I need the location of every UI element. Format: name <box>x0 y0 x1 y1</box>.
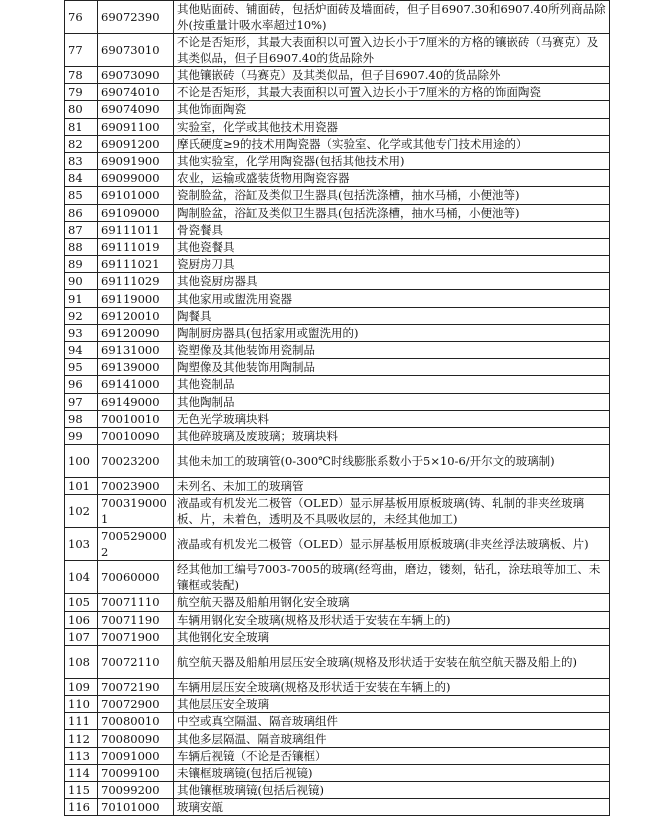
table-row <box>65 170 610 187</box>
row-number: 110 <box>65 696 98 713</box>
table-row <box>65 135 610 152</box>
item-description: 中空或真空隔温、隔音玻璃组件 <box>174 713 610 730</box>
table-row <box>65 730 610 747</box>
item-description: 陶制脸盆，浴缸及类似卫生器具(包括洗涤槽，抽水马桶，小便池等) <box>174 204 610 221</box>
table-row <box>65 478 610 495</box>
row-number: 77 <box>65 34 98 67</box>
hs-code: 69141000 <box>98 376 174 393</box>
table-row <box>65 152 610 169</box>
row-number: 95 <box>65 359 98 376</box>
table-row <box>65 187 610 204</box>
row-number: 92 <box>65 307 98 324</box>
hs-code: 70071190 <box>98 611 174 628</box>
table-row <box>65 307 610 324</box>
row-number: 93 <box>65 324 98 341</box>
hs-code: 69149000 <box>98 393 174 410</box>
table-row <box>65 34 610 67</box>
row-number: 101 <box>65 478 98 495</box>
row-number: 84 <box>65 170 98 187</box>
table-row <box>65 495 610 528</box>
hs-code: 70071110 <box>98 594 174 611</box>
hs-code: 70071900 <box>98 628 174 645</box>
table-row <box>65 799 610 816</box>
hs-code: 69091100 <box>98 118 174 135</box>
tariff-table <box>64 0 610 816</box>
hs-code: 70072110 <box>98 645 174 678</box>
hs-code: 69120010 <box>98 307 174 324</box>
hs-code: 69091900 <box>98 152 174 169</box>
row-number: 94 <box>65 342 98 359</box>
row-number: 80 <box>65 101 98 118</box>
hs-code: 70091000 <box>98 747 174 764</box>
hs-code: 69111019 <box>98 238 174 255</box>
table-row <box>65 67 610 84</box>
table-row <box>65 410 610 427</box>
item-description: 未列名、未加工的玻璃管 <box>174 478 610 495</box>
row-number: 98 <box>65 410 98 427</box>
hs-code: 69099000 <box>98 170 174 187</box>
table-row <box>65 764 610 781</box>
item-description: 其他饰面陶瓷 <box>174 101 610 118</box>
item-description: 瓷制脸盆，浴缸及类似卫生器具(包括洗涤槽，抽水马桶，小便池等) <box>174 187 610 204</box>
table-row <box>65 528 610 561</box>
row-number: 81 <box>65 118 98 135</box>
table-row <box>65 611 610 628</box>
table-row <box>65 324 610 341</box>
item-description: 其他瓷厨房器具 <box>174 273 610 290</box>
row-number: 107 <box>65 628 98 645</box>
item-description: 其他家用或盥洗用瓷器 <box>174 290 610 307</box>
row-number: 115 <box>65 782 98 799</box>
hs-code: 69074090 <box>98 101 174 118</box>
item-description: 液晶或有机发光二极管（OLED）显示屏基板用原板玻璃(非夹丝浮法玻璃板、片) <box>174 528 610 561</box>
row-number: 113 <box>65 747 98 764</box>
table-row <box>65 376 610 393</box>
hs-code: 69131000 <box>98 342 174 359</box>
row-number: 116 <box>65 799 98 816</box>
table-row <box>65 204 610 221</box>
table-row <box>65 561 610 594</box>
table-row <box>65 101 610 118</box>
row-number: 76 <box>65 1 98 34</box>
row-number: 114 <box>65 764 98 781</box>
hs-code: 7003190001 <box>98 495 174 528</box>
item-description: 骨瓷餐具 <box>174 221 610 238</box>
row-number: 105 <box>65 594 98 611</box>
hs-code: 7005290002 <box>98 528 174 561</box>
item-description: 其他陶制品 <box>174 393 610 410</box>
table-row <box>65 393 610 410</box>
row-number: 89 <box>65 256 98 273</box>
table-row <box>65 782 610 799</box>
row-number: 108 <box>65 645 98 678</box>
row-number: 86 <box>65 204 98 221</box>
hs-code: 70072900 <box>98 696 174 713</box>
hs-code: 70099200 <box>98 782 174 799</box>
table-row <box>65 256 610 273</box>
row-number: 83 <box>65 152 98 169</box>
table-row <box>65 713 610 730</box>
tariff-table-body <box>65 1 610 816</box>
item-description: 不论是否矩形，其最大表面积以可置入边长小于7厘米的方格的饰面陶瓷 <box>174 84 610 101</box>
item-description: 无色光学玻璃块料 <box>174 410 610 427</box>
table-row <box>65 645 610 678</box>
table-row <box>65 359 610 376</box>
table-row <box>65 84 610 101</box>
hs-code: 70072190 <box>98 678 174 695</box>
hs-code: 69109000 <box>98 204 174 221</box>
item-description: 玻璃安瓿 <box>174 799 610 816</box>
item-description: 其他层压安全玻璃 <box>174 696 610 713</box>
item-description: 其他实验室，化学用陶瓷器(包括其他技术用) <box>174 152 610 169</box>
hs-code: 69101000 <box>98 187 174 204</box>
item-description: 液晶或有机发光二极管（OLED）显示屏基板用原板玻璃(铸、轧制的非夹丝玻璃板、片，未着色，透明及不具吸收层的，未经其他加工) <box>174 495 610 528</box>
item-description: 车辆后视镜（不论是否镶框） <box>174 747 610 764</box>
item-description: 实验室，化学或其他技术用瓷器 <box>174 118 610 135</box>
hs-code: 70080090 <box>98 730 174 747</box>
table-row <box>65 747 610 764</box>
item-description: 摩氏硬度≥9的技术用陶瓷器（实验室、化学或其他专门技术用途的） <box>174 135 610 152</box>
hs-code: 69091200 <box>98 135 174 152</box>
row-number: 87 <box>65 221 98 238</box>
row-number: 102 <box>65 495 98 528</box>
hs-code: 70060000 <box>98 561 174 594</box>
hs-code: 69119000 <box>98 290 174 307</box>
item-description: 其他未加工的玻璃管(0-300℃时线膨胀系数小于5×10-6/开尔文的玻璃制) <box>174 445 610 478</box>
hs-code: 69072390 <box>98 1 174 34</box>
table-row <box>65 221 610 238</box>
row-number: 90 <box>65 273 98 290</box>
row-number: 104 <box>65 561 98 594</box>
tariff-document <box>64 0 609 816</box>
row-number: 97 <box>65 393 98 410</box>
item-description: 航空航天器及船舶用层压安全玻璃(规格及形状适于安装在航空航天器及船上的) <box>174 645 610 678</box>
hs-code: 69139000 <box>98 359 174 376</box>
item-description: 其他瓷餐具 <box>174 238 610 255</box>
hs-code: 70101000 <box>98 799 174 816</box>
row-number: 100 <box>65 445 98 478</box>
hs-code: 69073090 <box>98 67 174 84</box>
hs-code: 70010090 <box>98 427 174 444</box>
hs-code: 70099100 <box>98 764 174 781</box>
item-description: 不论是否矩形，其最大表面积以可置入边长小于7厘米的方格的镶嵌砖（马赛克）及其类似品，但子目6907.40的货品除外 <box>174 34 610 67</box>
hs-code: 69073010 <box>98 34 174 67</box>
hs-code: 69120090 <box>98 324 174 341</box>
item-description: 农业，运输或盛装货物用陶瓷容器 <box>174 170 610 187</box>
table-row <box>65 238 610 255</box>
hs-code: 69074010 <box>98 84 174 101</box>
table-row <box>65 290 610 307</box>
item-description: 车辆用层压安全玻璃(规格及形状适于安装在车辆上的) <box>174 678 610 695</box>
item-description: 其他镶嵌砖（马赛克）及其类似品，但子目6907.40的货品除外 <box>174 67 610 84</box>
row-number: 112 <box>65 730 98 747</box>
row-number: 79 <box>65 84 98 101</box>
row-number: 82 <box>65 135 98 152</box>
hs-code: 70010010 <box>98 410 174 427</box>
hs-code: 69111029 <box>98 273 174 290</box>
row-number: 111 <box>65 713 98 730</box>
table-row <box>65 678 610 695</box>
table-row <box>65 696 610 713</box>
hs-code: 69111021 <box>98 256 174 273</box>
row-number: 109 <box>65 678 98 695</box>
row-number: 88 <box>65 238 98 255</box>
row-number: 106 <box>65 611 98 628</box>
table-row <box>65 628 610 645</box>
item-description: 航空航天器及船舶用钢化安全玻璃 <box>174 594 610 611</box>
item-description: 经其他加工编号7003-7005的玻璃(经弯曲，磨边，镂刻，钻孔，涂珐琅等加工、未镶框或装配) <box>174 561 610 594</box>
item-description: 陶餐具 <box>174 307 610 324</box>
row-number: 96 <box>65 376 98 393</box>
item-description: 其他瓷制品 <box>174 376 610 393</box>
row-number: 91 <box>65 290 98 307</box>
table-row <box>65 273 610 290</box>
item-description: 未镶框玻璃镜(包括后视镜) <box>174 764 610 781</box>
item-description: 车辆用钢化安全玻璃(规格及形状适于安装在车辆上的) <box>174 611 610 628</box>
hs-code: 70023200 <box>98 445 174 478</box>
item-description: 其他贴面砖、铺面砖，包括炉面砖及墙面砖，但子目6907.30和6907.40所列商品除外(按重量计吸水率超过10%) <box>174 1 610 34</box>
item-description: 其他多层隔温、隔音玻璃组件 <box>174 730 610 747</box>
hs-code: 70023900 <box>98 478 174 495</box>
item-description: 瓷厨房刀具 <box>174 256 610 273</box>
item-description: 其他碎玻璃及废玻璃；玻璃块料 <box>174 427 610 444</box>
row-number: 85 <box>65 187 98 204</box>
table-row <box>65 427 610 444</box>
table-row <box>65 594 610 611</box>
row-number: 78 <box>65 67 98 84</box>
table-row <box>65 445 610 478</box>
row-number: 99 <box>65 427 98 444</box>
table-row <box>65 118 610 135</box>
table-row <box>65 342 610 359</box>
item-description: 陶制厨房器具(包括家用或盥洗用的) <box>174 324 610 341</box>
row-number: 103 <box>65 528 98 561</box>
item-description: 瓷塑像及其他装饰用瓷制品 <box>174 342 610 359</box>
item-description: 其他镶框玻璃镜(包括后视镜) <box>174 782 610 799</box>
table-row <box>65 1 610 34</box>
item-description: 陶塑像及其他装饰用陶制品 <box>174 359 610 376</box>
item-description: 其他钢化安全玻璃 <box>174 628 610 645</box>
hs-code: 69111011 <box>98 221 174 238</box>
hs-code: 70080010 <box>98 713 174 730</box>
